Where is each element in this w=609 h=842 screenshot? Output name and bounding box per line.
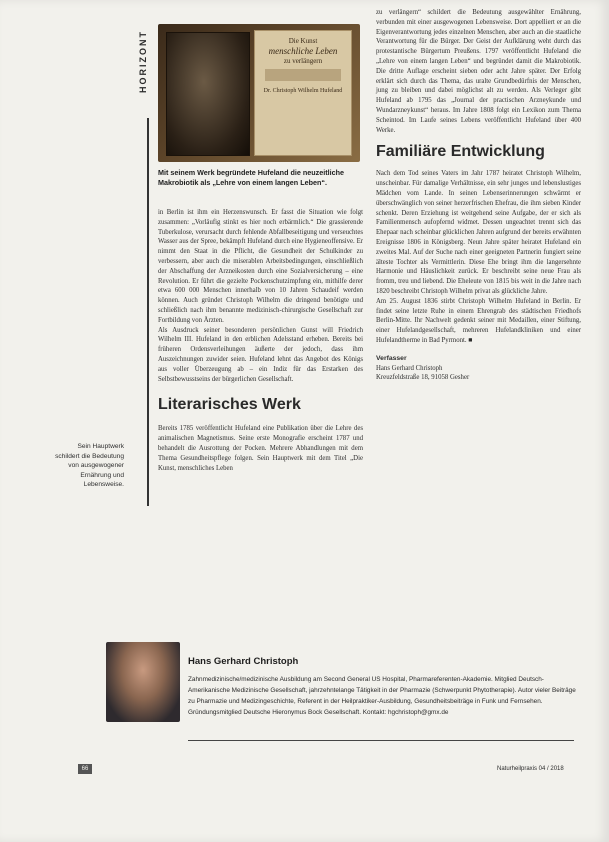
vertical-divider: [147, 118, 149, 506]
paragraph: Als Ausdruck seiner besonderen persönlichen Gunst will Friedrich Wilhelm III. Hufeland in den erblichen Adelsstand erheben. Bereits bei früheren Ordensverleihungen äußerte der jedoch, dass ihm Auszeichnungen zuwider seien. Hufeland lehnt das Angebot des Königs aus voller Überzeugung ab – ein Indiz für das Erstarken des Selbstbewusstseins der bürgerlichen Gesellschaft.: [158, 326, 363, 383]
pull-quote: Sein Hauptwerk schildert die Bedeutung von ausgewogener Ernährung und Lebensweise.: [55, 443, 124, 489]
book-title-line3: zu verlängern: [283, 57, 323, 65]
paragraph: Bereits 1785 veröffentlicht Hufeland eine Publikation über die Lehre des animalischen Magnetismus. Seine erste Monografie erscheint 1787 und behandelt die Ausrottung der Pocken. Mehrere Abhandlungen mit dem Thema Gesundheitspflege folgen. Sein Hauptwerk mit dem Titel „Die Kunst, menschliches Leben: [158, 425, 363, 472]
bio-divider: [188, 740, 574, 741]
author-address: Kreuzfeldstraße 18, 91058 Gesher: [376, 374, 470, 382]
book-author: Dr. Christoph Wilhelm Hufeland: [263, 88, 343, 94]
book-ornament: [265, 69, 341, 81]
column-left: [158, 208, 363, 473]
figure-caption: Mit seinem Werk begründete Hufeland die neuzeitliche Makrobiotik als „Lehre von einem langen Leben“.: [158, 168, 344, 187]
bio-text: Zahnmedizinische/medizinische Ausbildung am Second General US Hospital, Pharmareferenten-Akademie. Mitglied Deutsch-Amerikanische Medizinische Gesellschaft, jahrzehntelange Tätigkeit in der Pharmazie (Schwerpunkt Phytotherapie). Autor vieler Beiträge zu Pharmazie und Medizingeschichte, Referent in der Heilpraktiker-Ausbildung, Gesundheitsbeiträge in Funk und Fernsehen. Gründungsmitglied Deutsche Hieronymus Bock Gesellschaft. Kontakt: hgchristoph@gmx.de: [188, 676, 576, 716]
paragraph: Am 25. August 1836 stirbt Christoph Wilhelm Hufeland in Berlin. Er findet seine letzte Ruhe in einem Ehrengrab des städtischen Friedhofs Berlin-Mitte. Ihr Nachwelt gedenkt seiner mit Medaillen, einer Stiftung, einer Hufelandgesellschaft, mehreren Hufelandkliniken und einer Hufelandtherme in Bad Pyrmont. ■: [376, 297, 581, 344]
author-bio: [98, 636, 584, 744]
book-title-line2: menschliche Leben: [268, 46, 338, 56]
section-heading-literary: Literarisches Werk: [158, 396, 301, 414]
author-label: Verfasser: [376, 354, 407, 362]
paragraph: Nach dem Tod seines Vaters im Jahr 1787 heiratet Christoph Wilhelm, unscheinbar. Für damalige Verhältnisse, ein sehr junges und lebenslustiges Mädchen vom Lande. In seinen Lebenserinnerungen schwärmt er überschwänglich von seiner herzerfrischen Ehefrau, die ihm sieben Kinder schenkt. Deren Erziehung ist weitgehend seine Aufgabe, der er sich als Familienmensch aufopfernd widmet. Dessen ungeachtet trennt sich das Ehepaar nach scheinbar glücklichen Jahren aufgrund der bereits erwähnten Ereignisse 1806 in Königsberg. Neun Jahre später heiratet Hufeland ein zweites Mal. Auf der Suche nach einer geeigneten Partnerin fungiert seine älteste Tochter als Vermittlerin. Diese Ehe bringt ihm die langersehnte Harmonie und Häuslichkeit zurück. Er beschreibt seine neue Frau als fromm, treu und liebend. Die Eheleute von 1815 bis weit in die Jahre nach 1820 beschreibt Christoph Wilhelm privat als glückliche Jahre.: [376, 170, 581, 295]
book-title-line1: Die Kunst: [288, 37, 318, 45]
section-label: HORIZONT: [138, 30, 148, 93]
paragraph: zu verlängern“ schildert die Bedeutung ausgewählter Ernährung, verbunden mit einer ausgewogenen Lebensweise. Dort appelliert er an die Eigenverantwortung jedes einzelnen Menschen, aber auch an die staatliche Verantwortung für die Bürger. Der Geist der Aufklärung weht durch das protestantische Bürgertum Preußens. 1797 veröffentlicht Hufeland die „Lehre von einem langen Leben“ und begründet damit die Makrobiotik. Die dritte Auflage erscheint sieben oder acht Jahre später. Der Erfolg erklärt sich durch das Thema, das uralte Grundbedürfnis der Menschen, jung zu bleiben und dabei möglichst alt zu werden. Als Verleger gibt Hufeland ab 1795 das „Journal der practischen Arzneykunde und Wundarzneykunst“ heraus. Im Jahre 1808 folgt ein Lexikon zum Thema Scheintod. Im Laufe seines Lebens veröffentlicht Hufeland über 400 Werke.: [376, 9, 581, 134]
author-photo: [106, 642, 180, 722]
column-right: [376, 8, 581, 383]
book-engraving: [166, 32, 250, 156]
book-title-page: [254, 30, 352, 156]
author-name: Hans Gerhard Christoph: [376, 364, 443, 372]
issue-label: Naturheilpraxis 04 / 2018: [497, 766, 564, 772]
section-heading-family: Familiäre Entwicklung: [376, 143, 545, 161]
book-figure: [158, 24, 360, 162]
bio-name: Hans Gerhard Christoph: [188, 656, 299, 667]
page-number: 66: [78, 764, 92, 774]
paragraph: in Berlin ist ihm ein Herzenswunsch. Er fasst die Situation wie folgt zusammen: „Vorläufig stinkt es hier noch erbärmlich.“ Die grassierende Tuberkulose, verursacht durch fehlende Abfallbeseitigung und verseuchtes Wasser aus der Spree, bekämpft Hufeland durch eine Hygieneoffensive. Er nimmt den Staat in die Pflicht, die Gesundheit der Schulkinder zu verbessern, aber auch die miserablen Arbeitsbedingungen, einschließlich der Abschaffung der Arzneikosten durch eine Sozialversicherung – eine Revolution. Er führt die gezielte Pockenschutzimpfung ein, mithilfe derer etwa 600 000 Menschen innerhalb von 10 Jahren Schaudeif werden können. Auch gründet Christoph Wilhelm die dringend benötigte und schließlich nach ihm benannte medizinisch-chirurgische Gesellschaft zur Fortbildung von Ärzten.: [158, 209, 363, 324]
